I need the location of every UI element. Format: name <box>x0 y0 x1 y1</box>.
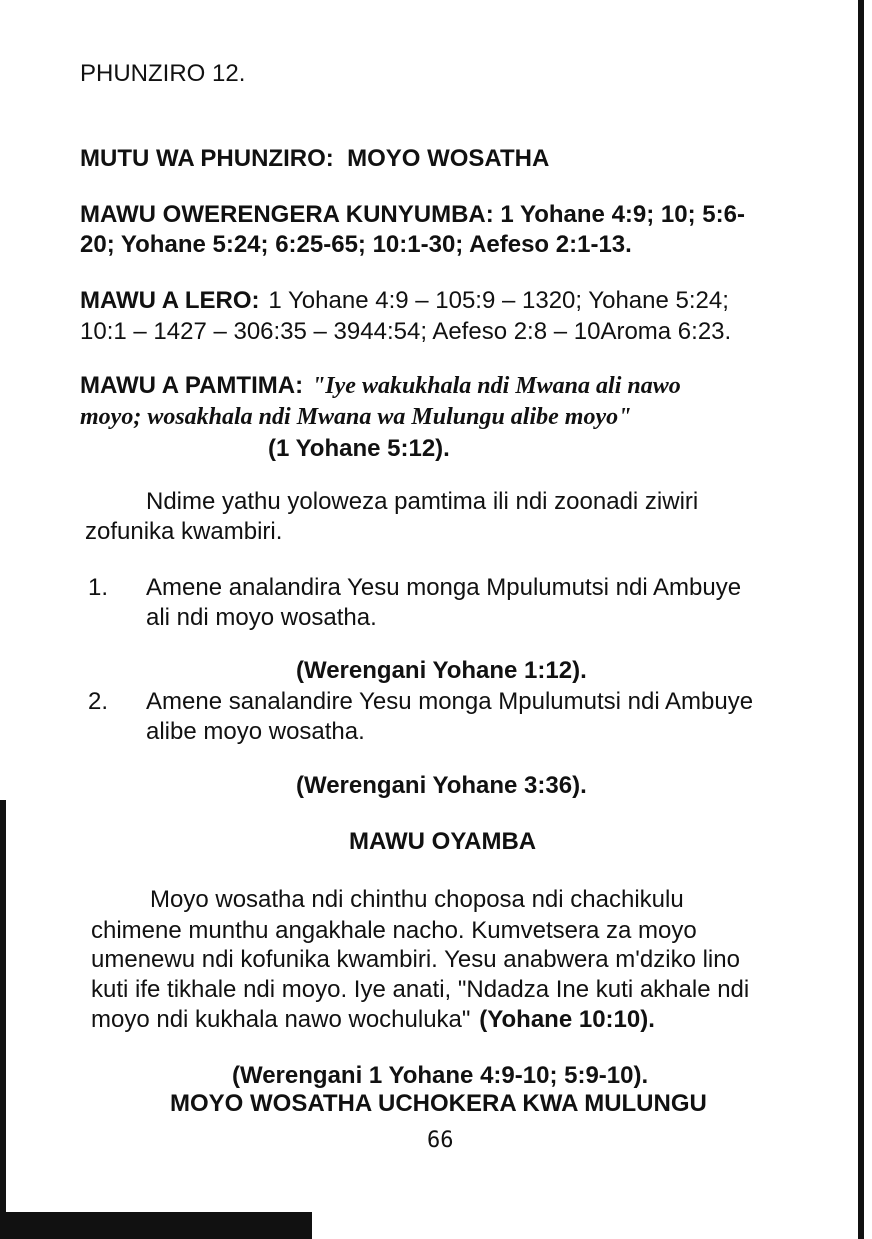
today-words-line-1 <box>80 287 729 315</box>
memory-verse-label: MAWU A PAMTIMA: <box>80 372 304 399</box>
topic-label: MUTU WA PHUNZIRO: <box>80 145 334 172</box>
lesson-number: PHUNZIRO 12. <box>80 60 246 87</box>
point-1-reference: (Werengani Yohane 1:12). <box>296 657 587 684</box>
today-words-refs-1: 1 Yohane 4:9 – 105:9 – 1320; Yohane 5:24; <box>268 287 729 314</box>
home-reading-line-2: 20; Yohane 5:24; 6:25-65; 10:1-30; Aefeso 2:1-13. <box>80 231 632 258</box>
section-1-line-4: kuti ife tikhale ndi moyo. Iye anati, "Ndadza Ine kuti akhale ndi <box>91 976 750 1003</box>
today-words-line-2: 10:1 – 1427 – 306:35 – 3944:54; Aefeso 2:8 – 10Aroma 6:23. <box>80 318 732 345</box>
lesson-topic <box>80 145 549 173</box>
point-1-line-2: ali ndi moyo wosatha. <box>146 604 377 631</box>
memory-verse-text-2: moyo; wosakhala ndi Mwana wa Mulungu alibe moyo" <box>80 404 632 430</box>
point-2-line-2: alibe moyo wosatha. <box>146 718 365 745</box>
section-1-line-5 <box>91 1006 655 1034</box>
scan-edge-right <box>858 0 864 1239</box>
section-1-reference: (Werengani 1 Yohane 4:9-10; 5:9-10). <box>232 1062 649 1089</box>
point-1-number: 1. <box>88 574 109 601</box>
memory-verse-text-1: "Iye wakukhala ndi Mwana ali nawo <box>311 373 681 399</box>
intro-line-2: zofunika kwambiri. <box>85 518 283 545</box>
section-2-title: MOYO WOSATHA UCHOKERA KWA MULUNGU <box>170 1090 707 1117</box>
home-reading-line-1: MAWU OWERENGERA KUNYUMBA: 1 Yohane 4:9; 10; 5:6- <box>80 201 745 228</box>
intro-line-1: Ndime yathu yoloweza pamtima ili ndi zoonadi ziwiri <box>146 488 699 515</box>
scan-edge-left <box>0 800 6 1239</box>
memory-verse-reference: (1 Yohane 5:12). <box>268 435 450 462</box>
point-2-reference: (Werengani Yohane 3:36). <box>296 772 587 799</box>
point-2-number: 2. <box>88 688 109 715</box>
section-1-line-5-text: moyo ndi kukhala nawo wochuluka" <box>91 1006 471 1033</box>
section-1-line-2: chimene munthu angakhale nacho. Kumvetsera za moyo <box>91 917 697 944</box>
section-1-inline-reference: (Yohane 10:10). <box>479 1006 655 1033</box>
section-1-line-1: Moyo wosatha ndi chinthu choposa ndi chachikulu <box>150 886 684 913</box>
memory-verse-line-1 <box>80 372 681 400</box>
point-1-line-1: Amene analandira Yesu monga Mpulumutsi ndi Ambuye <box>146 574 742 601</box>
topic-value: MOYO WOSATHA <box>347 145 550 172</box>
scan-edge-bottom <box>0 1212 312 1239</box>
page-number: 66 <box>427 1128 454 1153</box>
section-1-line-3: umenewu ndi kofunika kwambiri. Yesu anabwera m'dziko lino <box>91 946 740 973</box>
point-2-line-1: Amene sanalandire Yesu monga Mpulumutsi ndi Ambuye <box>146 688 754 715</box>
section-1-title: MAWU OYAMBA <box>349 828 537 855</box>
today-words-label: MAWU A LERO: <box>80 287 260 314</box>
